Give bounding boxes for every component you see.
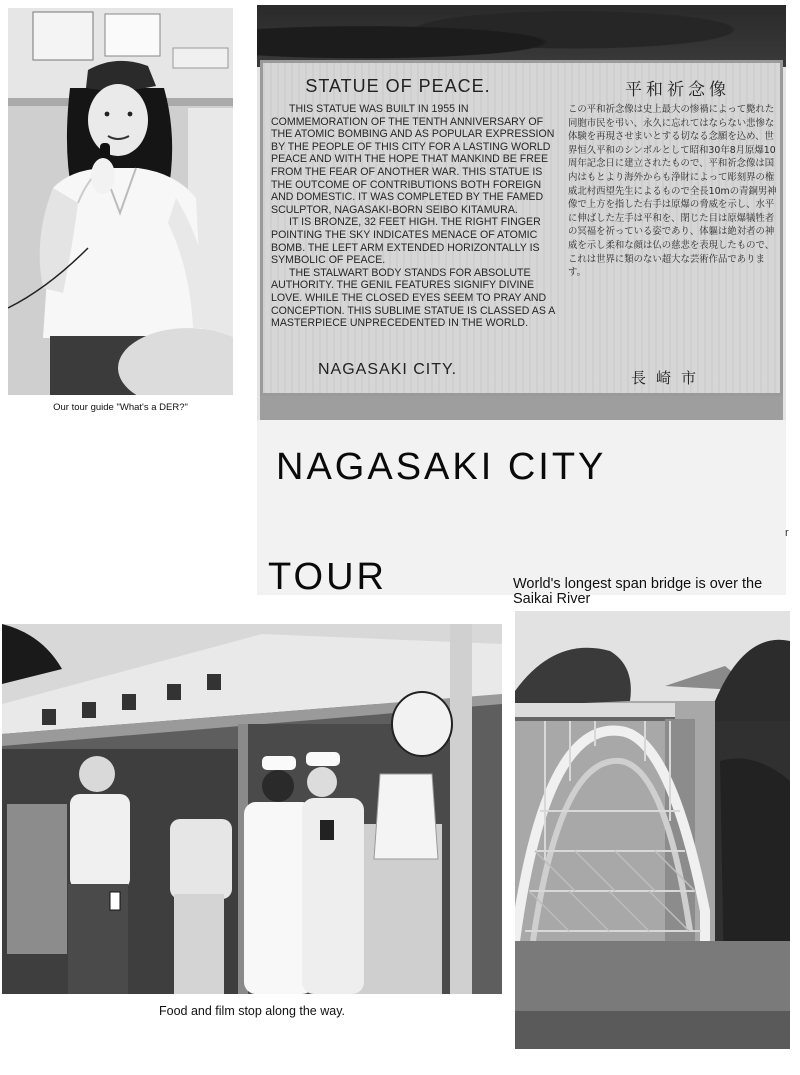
sign-english-title: STATUE OF PEACE. bbox=[305, 76, 491, 96]
tour-guide-caption: Our tour guide "What's a DER?" bbox=[53, 402, 188, 413]
edge-mark: r bbox=[785, 527, 789, 539]
tour-guide-photo bbox=[8, 8, 233, 395]
saikai-bridge-image bbox=[515, 611, 790, 1049]
sign-english-paragraph: THIS STATUE WAS BUILT IN 1955 IN COMMEMORATION OF THE TENTH ANNIVERSARY OF THE ATOMIC BOMBING AND AS POPULAR EXPRESSION BY THE PEOPLE OF THIS CITY FOR A LASTING WORLD PEACE AND WITH THE HOPE THAT MANKIND BE FREE FROM THE FEAR OF ANOTHER WAR. THIS STATUE IS THE OUTCOME OF CONTRIBUTIONS BOTH FOREIGN AND DOMESTIC. IT WAS COMPLETED BY THE FAMED SCULPTOR, NAGASAKI-BORN SEIBO KITAMURA. bbox=[271, 103, 555, 216]
page-title-line-1: NAGASAKI CITY bbox=[276, 446, 607, 488]
sign-english-paragraph: IT IS BRONZE, 32 FEET HIGH. THE RIGHT FINGER POINTING THE SKY INDICATES MENACE OF ATOMIC BOMB. THE LEFT ARM EXTENDED HORIZONTALLY IS SYMBOLIC OF PEACE. bbox=[271, 216, 541, 267]
statue-of-peace-sign-photo bbox=[257, 5, 786, 595]
saikai-bridge-photo bbox=[515, 611, 790, 1049]
sign-japanese-body: この平和祈念像は史上最大の惨禍によって斃れた同胞市民を弔い、永久に忘れてはならない悲惨な体験を再現させまいとする切なる念願を込め、世界恒久平和のシンボルとして昭和30年8月原爆10周年記念日に建立されたもので、平和祈念像は国内はもとより海外からも浄財によって彫刻界の権威北村西望先生によるもので全長10mの青銅男神像で上方を指した右手は原爆の脅威を示し、水平に伸ばした左手は平和を、閉じた目は原爆犠牲者の冥福を祈っている姿であり、体軀は絶対者の神威を示し柔和な顔は仏の慈悲を表現したもので、これは世界に類のない超大な芸術作品であります。 bbox=[568, 104, 777, 279]
sign-board bbox=[260, 60, 783, 396]
sign-japanese-title: 平和祈念像 bbox=[625, 80, 730, 100]
food-and-film-stop-photo bbox=[2, 624, 502, 994]
bridge-caption: World's longest span bridge is over the Saikai River bbox=[513, 576, 763, 607]
sign-japanese-city: 長崎市 bbox=[631, 369, 707, 387]
shop-image bbox=[2, 624, 502, 994]
page-title-line-2: TOUR bbox=[268, 556, 387, 598]
sign-english-paragraph: THE STALWART BODY STANDS FOR ABSOLUTE AUTHORITY. THE GENIL FEATURES SIGNIFY DIVINE LOVE. WHILE THE CLOSED EYES SEEM TO PRAY AND CONCEPTION. THIS SUBLIME STATUE IS CLASSED AS A MASTERPIECE UNPRECEDENTED IN THE WORLD. bbox=[271, 266, 555, 330]
shop-caption: Food and film stop along the way. bbox=[159, 1004, 345, 1018]
tree-foliage bbox=[257, 5, 786, 67]
sign-english-body bbox=[271, 103, 557, 330]
tour-guide-image bbox=[8, 8, 233, 395]
sign-english-city: NAGASAKI CITY. bbox=[318, 361, 458, 378]
sign-base bbox=[260, 396, 783, 420]
